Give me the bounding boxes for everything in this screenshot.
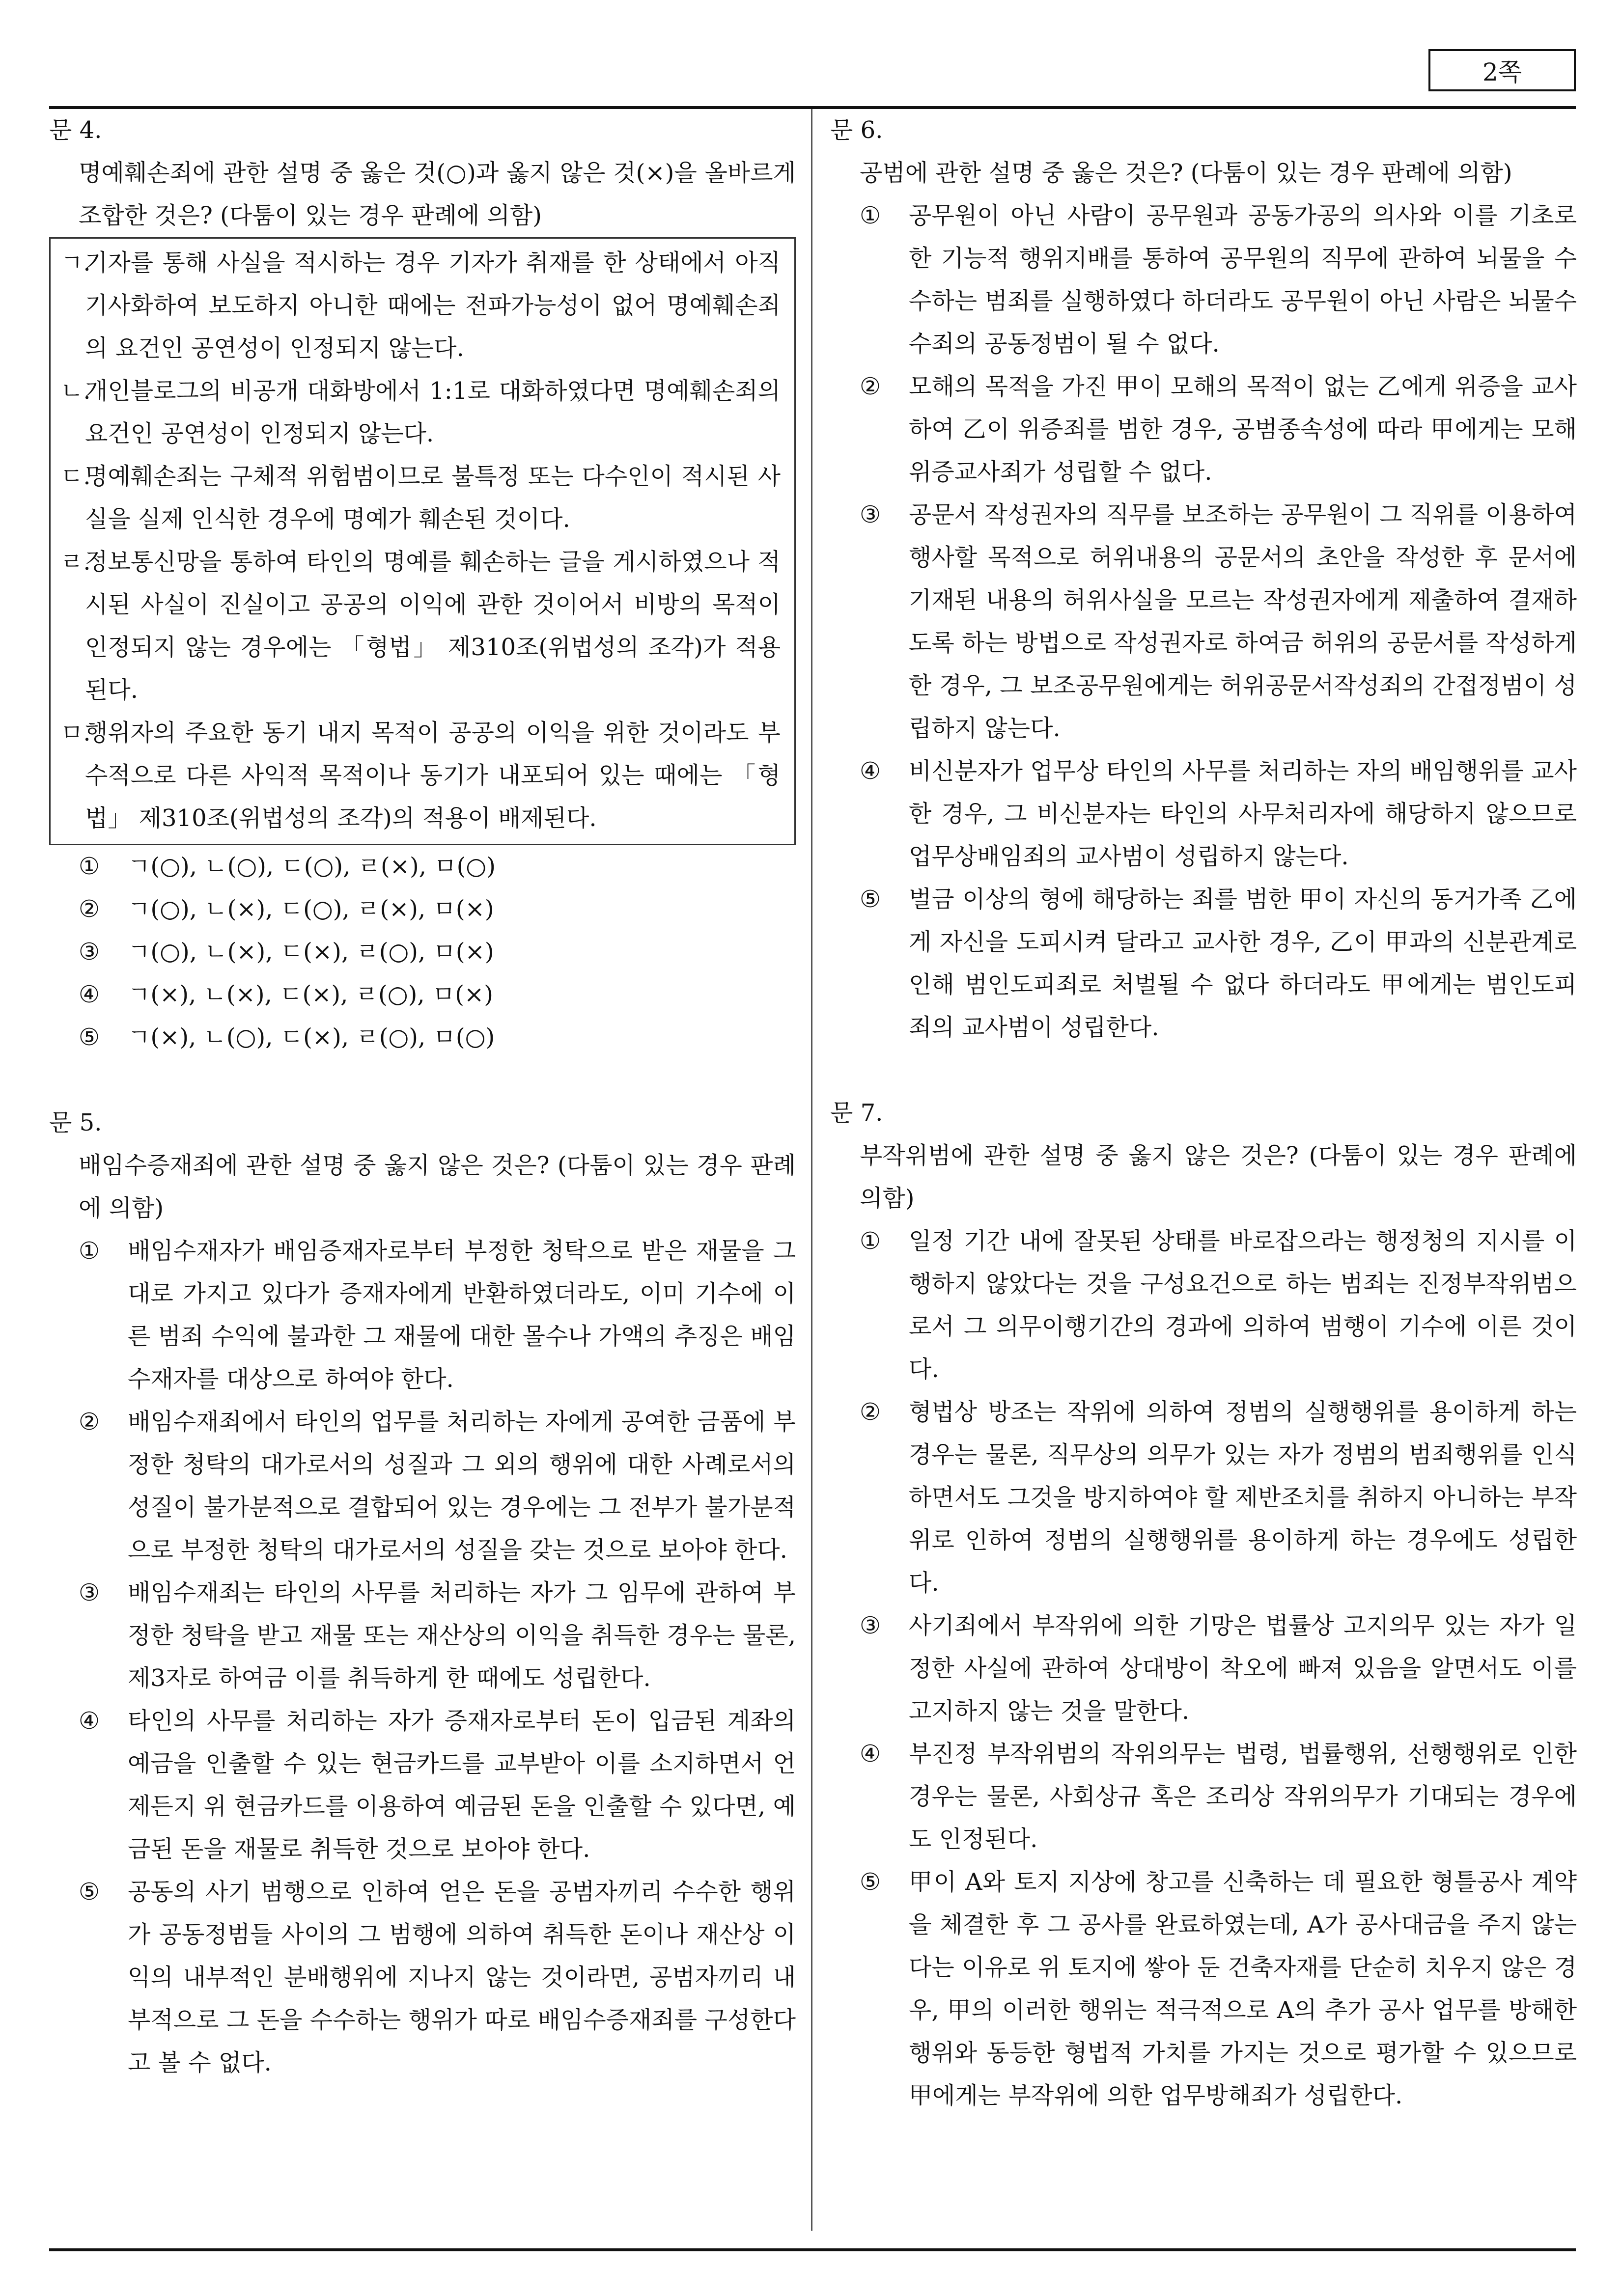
answer-option[interactable] — [830, 1861, 1577, 2117]
option-text: 사기죄에서 부작위에 의한 기망은 법률상 고지의무 있는 자가 일정한 사실에 관하여 상대방이 착오에 빠져 있음을 알면서도 이를 고지하지 않는 것을 말한다. — [909, 1612, 1577, 1725]
option-number: ① — [79, 853, 100, 880]
spacer — [830, 1049, 1577, 1092]
question-7 — [830, 1092, 1577, 2117]
statement-item — [60, 242, 781, 370]
right-column — [830, 109, 1577, 2117]
option-number: ① — [860, 202, 881, 229]
question-stem: 부작위범에 관한 설명 중 옳지 않은 것은? (다툼이 있는 경우 판례에 의함) — [860, 1142, 1577, 1212]
answer-option[interactable] — [49, 1572, 796, 1700]
statement-key: ㄴ. — [60, 377, 91, 405]
answer-option[interactable] — [49, 1700, 796, 1871]
option-text: 배임수재죄에서 타인의 업무를 처리하는 자에게 공여한 금품에 부정한 청탁의 대가로서의 성질과 그 외의 행위에 대한 사례로서의 성질이 불가분적으로 결합되어 있는 경우에는 그 전부가 불가분적으로 부정한 청탁의 대가로서의 성질을 갖는 것으로 보아야 한다. — [128, 1408, 796, 1564]
answer-option[interactable] — [830, 1391, 1577, 1604]
option-number: ④ — [860, 1740, 881, 1768]
answer-option[interactable] — [830, 1220, 1577, 1391]
option-text: 벌금 이상의 형에 해당하는 죄를 범한 甲이 자신의 동거가족 乙에게 자신을 도피시켜 달라고 교사한 경우, 乙이 甲과의 신분관계로 인해 범인도피죄로 처벌될 수 없다 하더라도 甲에게는 범인도피죄의 교사범이 성립한다. — [909, 885, 1577, 1041]
statement-item — [60, 541, 781, 712]
answer-option[interactable] — [49, 1401, 796, 1572]
question-number: 문 4. — [49, 116, 102, 144]
answer-option[interactable] — [830, 750, 1577, 878]
question-number: 문 7. — [830, 1099, 883, 1127]
question-6 — [830, 109, 1577, 1049]
option-text: 甲이 A와 토지 지상에 창고를 신축하는 데 필요한 형틀공사 계약을 체결한 후 그 공사를 완료하였는데, A가 공사대금을 주지 않는다는 이유로 위 토지에 쌓아 둔 건축자재를 단순히 치우지 않은 경우, 甲의 이러한 행위는 적극적으로 A의 추가 공사 업무를 방해한 행위와 동등한 형법적 가치를 가지는 것으로 평가할 수 있으므로 甲에게는 부작위에 의한 업무방해죄가 성립한다. — [909, 1868, 1577, 2109]
answer-option[interactable] — [49, 931, 796, 973]
answer-option[interactable] — [830, 365, 1577, 494]
option-number: ⑤ — [79, 1024, 100, 1051]
page-number-box — [1428, 49, 1576, 91]
option-text: 공동의 사기 범행으로 인하여 얻은 돈을 공범자끼리 수수한 행위가 공동정범들 사이의 그 범행에 의하여 취득한 돈이나 재산상 이익의 내부적인 분배행위에 지나지 않는 것이라면, 공범자끼리 내부적으로 그 돈을 수수하는 행위가 따로 배임수증재죄를 구성한다고 볼 수 없다. — [128, 1878, 796, 2076]
question-number: 문 5. — [49, 1109, 102, 1136]
question-stem: 공범에 관한 설명 중 옳은 것은? (다툼이 있는 경우 판례에 의함) — [860, 159, 1512, 187]
answer-option[interactable] — [49, 973, 796, 1016]
question-stem: 배임수증재죄에 관한 설명 중 옳지 않은 것은? (다툼이 있는 경우 판례에 의함) — [79, 1152, 796, 1222]
answer-option[interactable] — [49, 1230, 796, 1401]
option-number: ⑤ — [79, 1878, 100, 1906]
question-number: 문 6. — [830, 116, 883, 144]
question-5 — [49, 1102, 796, 2084]
option-number: ① — [79, 1237, 100, 1265]
option-text: ㄱ(×), ㄴ(×), ㄷ(×), ㄹ(○), ㅁ(×) — [128, 981, 493, 1008]
statement-text: 명예훼손죄는 구체적 위험범이므로 불특정 또는 다수인이 적시된 사실을 실제 인식한 경우에 명예가 훼손된 것이다. — [85, 463, 781, 533]
option-text: ㄱ(○), ㄴ(○), ㄷ(○), ㄹ(×), ㅁ(○) — [128, 853, 496, 880]
answer-option[interactable] — [830, 878, 1577, 1049]
option-number: ② — [79, 1408, 100, 1436]
statement-key: ㄷ. — [60, 463, 91, 490]
option-text: ㄱ(×), ㄴ(○), ㄷ(×), ㄹ(○), ㅁ(○) — [128, 1024, 495, 1051]
option-text: 타인의 사무를 처리하는 자가 증재자로부터 돈이 입금된 계좌의 예금을 인출할 수 있는 현금카드를 교부받아 이를 소지하면서 언제든지 위 현금카드를 이용하여 예금된 돈을 인출할 수 있다면, 예금된 돈을 재물로 취득한 것으로 보아야 한다. — [128, 1707, 796, 1863]
option-number: ① — [860, 1227, 881, 1255]
option-number: ④ — [79, 981, 100, 1008]
statement-key: ㅁ. — [60, 719, 91, 747]
option-number: ④ — [860, 757, 881, 785]
option-text: ㄱ(○), ㄴ(×), ㄷ(○), ㄹ(×), ㅁ(×) — [128, 895, 494, 923]
page-number: 2쪽 — [1482, 58, 1522, 86]
answer-option[interactable] — [830, 1604, 1577, 1733]
question-4 — [49, 109, 796, 1059]
statement-item — [60, 370, 781, 455]
answer-option[interactable] — [49, 888, 796, 931]
option-text: 공문서 작성권자의 직무를 보조하는 공무원이 그 직위를 이용하여 행사할 목적으로 허위내용의 공문서의 초안을 작성한 후 문서에 기재된 내용의 허위사실을 모르는 작성권자에게 제출하여 결재하도록 하는 방법으로 작성권자로 하여금 허위의 공문서를 작성하게 한 경우, 그 보조공무원에게는 허위공문서작성죄의 간접정범이 성립하지 않는다. — [909, 501, 1577, 742]
answer-option[interactable] — [49, 845, 796, 888]
spacer — [49, 1059, 796, 1102]
option-text: 공무원이 아닌 사람이 공무원과 공동가공의 의사와 이를 기초로 한 기능적 행위지배를 통하여 공무원의 직무에 관하여 뇌물을 수수하는 범죄를 실행하였다 하더라도 공무원이 아닌 사람은 뇌물수수죄의 공동정범이 될 수 없다. — [909, 202, 1577, 358]
option-number: ③ — [79, 938, 100, 966]
question-stem: 명예훼손죄에 관한 설명 중 옳은 것(○)과 옳지 않은 것(×)을 올바르게 조합한 것은? (다툼이 있는 경우 판례에 의함) — [79, 159, 796, 229]
option-number: ⑤ — [860, 1868, 881, 1896]
option-text: 일정 기간 내에 잘못된 상태를 바로잡으라는 행정청의 지시를 이행하지 않았다는 것을 구성요건으로 하는 범죄는 진정부작위범으로서 그 의무이행기간의 경과에 의하여 범행이 기수에 이른 것이다. — [909, 1227, 1577, 1383]
option-text: 배임수재죄는 타인의 사무를 처리하는 자가 그 임무에 관하여 부정한 청탁을 받고 재물 또는 재산상의 이익을 취득한 경우는 물론, 제3자로 하여금 이를 취득하게 한 때에도 성립한다. — [128, 1579, 796, 1692]
option-text: 모해의 목적을 가진 甲이 모해의 목적이 없는 乙에게 위증을 교사하여 乙이 위증죄를 범한 경우, 공범종속성에 따라 甲에게는 모해위증교사죄가 성립할 수 없다. — [909, 373, 1577, 486]
option-number: ③ — [860, 501, 881, 528]
statement-text: 행위자의 주요한 동기 내지 목적이 공공의 이익을 위한 것이라도 부수적으로 다른 사익적 목적이나 동기가 내포되어 있는 때에는 「형법」 제310조(위법성의 조각)의 적용이 배제된다. — [85, 719, 781, 832]
option-text: 형법상 방조는 작위에 의하여 정범의 실행행위를 용이하게 하는 경우는 물론, 직무상의 의무가 있는 자가 정범의 범죄행위를 인식하면서도 그것을 방지하여야 할 제반조치를 취하지 아니하는 부작위로 인하여 정범의 실행행위를 용이하게 하는 경우에도 성립한다. — [909, 1398, 1577, 1597]
statement-text: 기자를 통해 사실을 적시하는 경우 기자가 취재를 한 상태에서 아직 기사화하여 보도하지 아니한 때에는 전파가능성이 없어 명예훼손죄의 요건인 공연성이 인정되지 않는다. — [85, 249, 781, 362]
option-number: ⑤ — [860, 885, 881, 913]
answer-option[interactable] — [49, 1016, 796, 1059]
option-text: 비신분자가 업무상 타인의 사무를 처리하는 자의 배임행위를 교사한 경우, 그 비신분자는 타인의 사무처리자에 해당하지 않으므로 업무상배임죄의 교사범이 성립하지 않는다. — [909, 757, 1577, 870]
option-text: 부진정 부작위범의 작위의무는 법령, 법률행위, 선행행위로 인한 경우는 물론, 사회상규 혹은 조리상 작위의무가 기대되는 경우에도 인정된다. — [909, 1740, 1577, 1853]
option-number: ② — [79, 895, 100, 923]
answer-option[interactable] — [830, 194, 1577, 365]
option-text: 배임수재자가 배임증재자로부터 부정한 청탁으로 받은 재물을 그대로 가지고 있다가 증재자에게 반환하였더라도, 이미 기수에 이른 범죄 수익에 불과한 그 재물에 대한 몰수나 가액의 추징은 배임수재자를 대상으로 하여야 한다. — [128, 1237, 796, 1393]
statement-item — [60, 712, 781, 840]
option-text: ㄱ(○), ㄴ(×), ㄷ(×), ㄹ(○), ㅁ(×) — [128, 938, 494, 966]
left-column — [49, 109, 796, 2084]
statement-text: 정보통신망을 통하여 타인의 명예를 훼손하는 글을 게시하였으나 적시된 사실이 진실이고 공공의 이익에 관한 것이어서 비방의 목적이 인정되지 않는 경우에는 「형법」 제310조(위법성의 조각)가 적용된다. — [85, 548, 781, 704]
option-number: ③ — [79, 1579, 100, 1606]
statement-box — [49, 237, 796, 845]
footer-rule — [49, 2248, 1576, 2251]
answer-option[interactable] — [830, 1733, 1577, 1861]
statement-text: 개인블로그의 비공개 대화방에서 1:1로 대화하였다면 명예훼손죄의 요건인 공연성이 인정되지 않는다. — [85, 377, 781, 447]
answer-option[interactable] — [49, 1871, 796, 2084]
statement-item — [60, 455, 781, 541]
statement-key: ㄹ. — [60, 548, 91, 576]
column-divider — [811, 109, 812, 2231]
option-number: ② — [860, 373, 881, 400]
option-number: ④ — [79, 1707, 100, 1735]
statement-key: ㄱ. — [60, 249, 91, 277]
option-number: ② — [860, 1398, 881, 1426]
answer-option[interactable] — [830, 494, 1577, 750]
option-number: ③ — [860, 1612, 881, 1639]
